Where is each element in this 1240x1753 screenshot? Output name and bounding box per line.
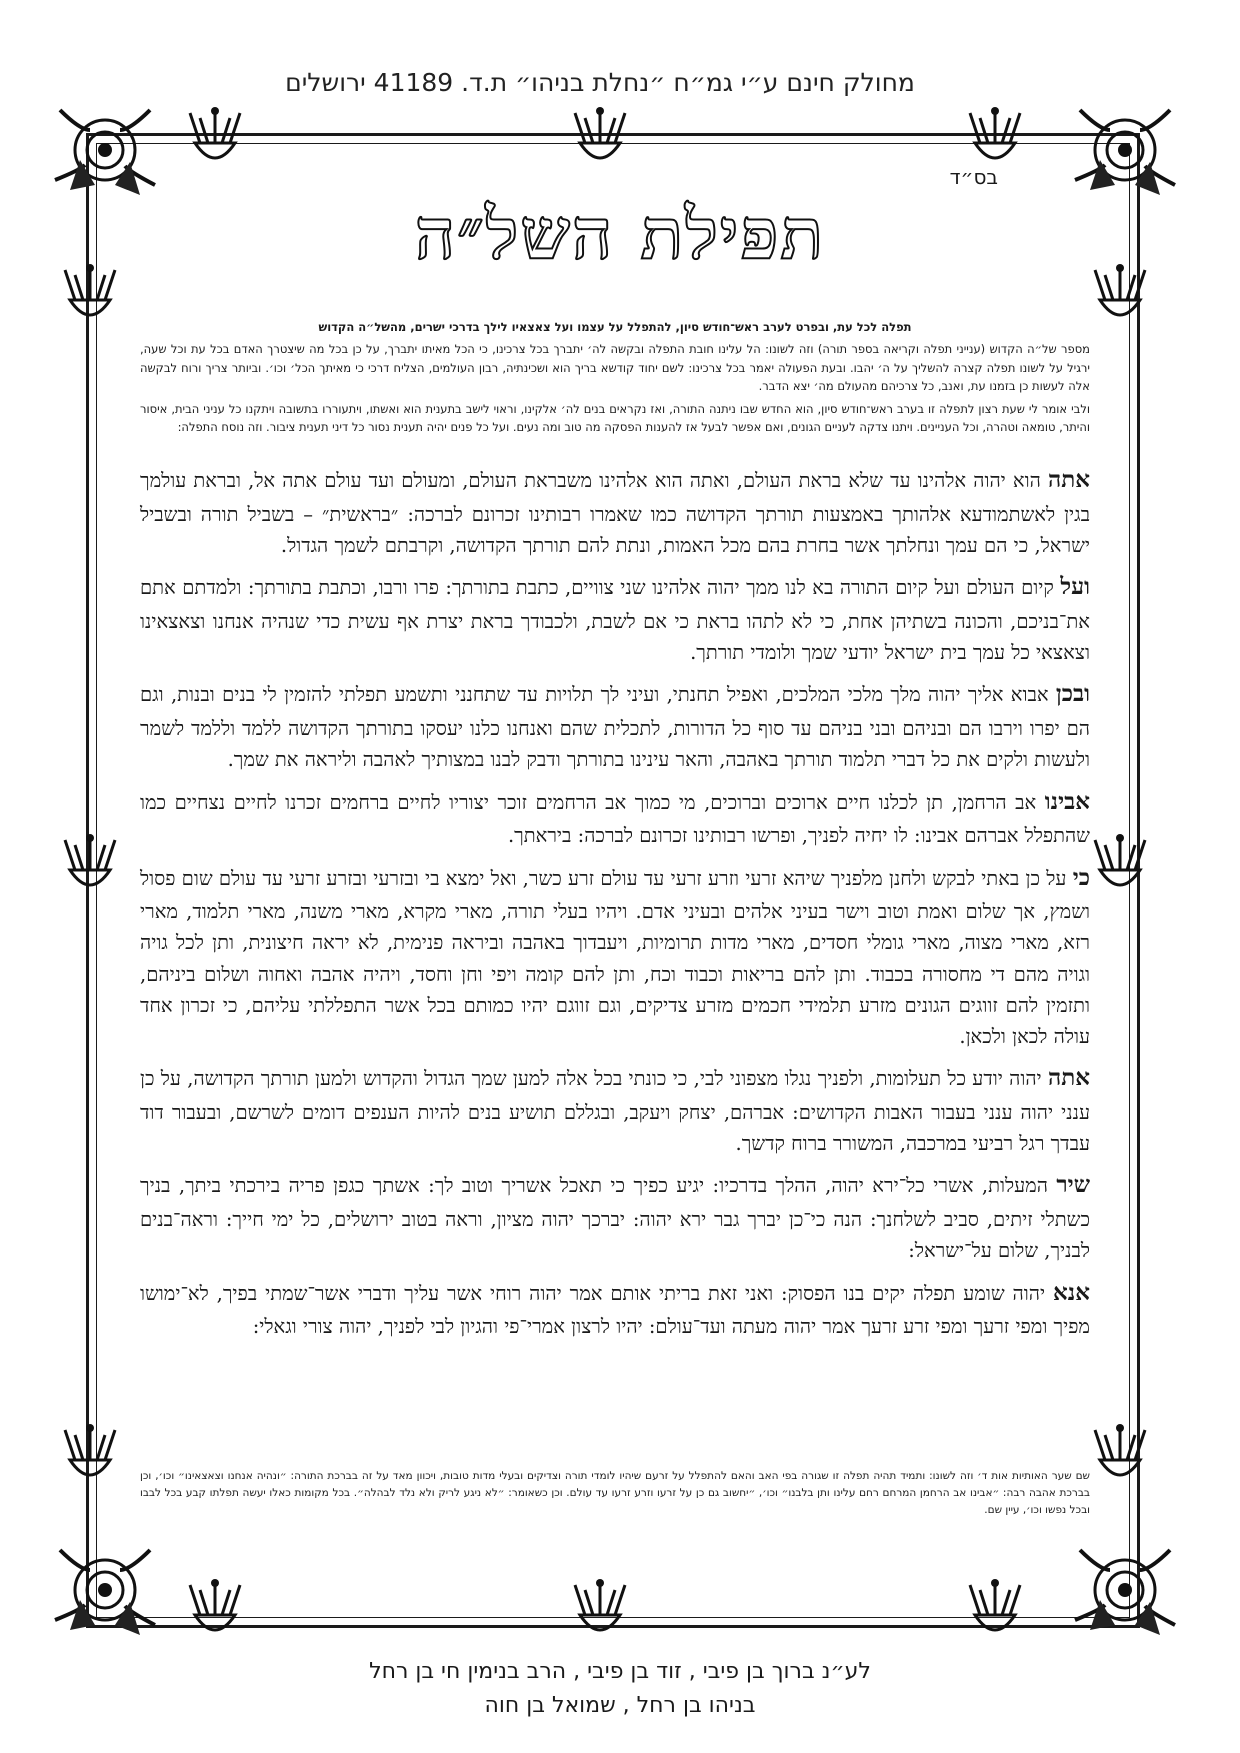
prayer-paragraph	[140, 784, 1090, 852]
flower-pot-ornament	[960, 1575, 1030, 1645]
paragraph-text: אבוא אליך יהוה מלך מלכי המלכים, ואפיל תחנתי, ועיני לך תלויות עד שתחנני ותשמע תפלתי להזמין לי בנים ובנות, וגם הם יפרו וירבו הם ובניהם ובני בניהם עד סוף כל הדורות, לתכלית שהם ואנחנו כלנו יעסקו בתורתך הקדושה ללמד וללמד לשמר ולעשות ולקים את כל דברי תלמוד תורתך באהבה, והאר עינינו בתורתך ודבק לבנו במצותיך לאהבה וליראה את שמך.	[140, 683, 1090, 772]
paragraph-lead-word: אבינו	[1044, 787, 1090, 815]
paragraph-text: יהוה שומע תפלה יקים בנו הפסוק: ואני זאת בריתי אותם אמר יהוה רוחי אשר עליך ודברי אשר־שמתי בפיך, לא־ימושו מפיך ומפי זרעך ומפי זרע זרעך אמר יהוה מעתה ועד־עולם: יהיו לרצון אמרי־פי והגיון לבי לפניך, יהוה צורי וגאלי:	[140, 1281, 1090, 1339]
prayer-paragraph	[140, 1167, 1090, 1266]
flower-pot-ornament	[1085, 830, 1155, 900]
intro-subtitle: תפלה לכל עת, ובפרט לערב ראש־חודש סיון, להתפלל על עצמו ועל צאצאיו לילך בדרכי ישרים, מהשל״ה הקדוש	[318, 320, 912, 334]
prayer-paragraph	[140, 1275, 1090, 1343]
paragraph-text: אב הרחמן, תן לכלנו חיים ארוכים וברוכים, מי כמוך אב הרחמים זוכר יצוריו לחיים ברחמים זכרנו לחיים נצחיים כמו שהתפלל אברהם אבינו: לו יחיה לפניך, ופרשו רבותינו זכרונם לברכה: ביראתך.	[140, 790, 1090, 848]
flower-pot-ornament	[180, 103, 250, 173]
besd-mark: בס״ד	[949, 165, 998, 189]
paragraph-text: המעלות, אשרי כל־ירא יהוה, ההלך בדרכיו: יגיע כפיך כי תאכל אשריך וטוב לך: אשתך כגפן פריה בירכתי ביתך, בניך כשתלי זיתים, סביב לשלחנך: הנה כי־כן יברך גבר ירא יהוה: יברכך יהוה מציון, וראה בטוב ירושלים, כל ימי חייך: וראה־בנים לבניך, שלום על־ישראל:	[140, 1174, 1090, 1263]
flower-pot-ornament	[55, 830, 125, 900]
intro-paragraph: מספר של״ה הקדוש (ענייני תפלה וקריאה בספר תורה) וזה לשונו: הל עלינו חובת התפלה ובקשה לה׳ יתברך בכל צרכינו, כי הכל מאיתו יתברך, על כן בכל מה שיצטרך האדם בכל עת וכל שעה, ירגיל על לשונו תפלה קצרה להשליך על ה׳ יהבו. ובעת הפעולה יאמר בכל צרכינו: לשם יחוד קודשא בריך הוא ושכינתיה, רבון העולמים, הצליח דרכי כי מאיתך הכל׳ וכו׳. וביותר צריך ורוח לבקשה אלה לעשות כן בזמנו עת, ואנב, כל צרכיהם מהעולם מה׳ יצא הדבר.	[140, 342, 1090, 394]
flower-pot-ornament	[565, 103, 635, 173]
paragraph-lead-word: אתה	[1047, 1064, 1090, 1092]
paragraph-lead-word: אנא	[1052, 1278, 1090, 1306]
paragraph-lead-word: ובכן	[1055, 680, 1090, 708]
footnote: שם שער האותיות אות ד׳ וזה לשונו: ותמיד תהיה תפלה זו שגורה בפי האב והאם להתפלל על זרעם שיהיו לומדי תורה וצדיקים ובעלי מדות טובות, ויכוון מאד על זה בברכת התורה: ״ונהיה אנחנו וצאצאינו״ וכו׳, וכן בברכת אהבה רבה: ״אבינו אב הרחמן המרחם רחם עלינו ותן בלבנו״ וכו׳, ״יחשוב גם כן על זרעו וזרע זרעו עד עולם. וכן כשאומר: ״לא ניגע לריק ולא נלד לבהלה״. בכל מקומות כאלו יעשה תפלתו קבע בכל לבבו ובכל נפשו וכו׳, עיין שם.	[140, 1470, 1090, 1516]
paragraph-text: על כן באתי לבקש ולחנן מלפניך שיהא זרעי וזרע זרעי עד עולם זרע כשר, ואל ימצא בי ובזרעי ובזרע זרעי עד עולם שום פסול ושמץ, אך שלום ואמת וטוב וישר בעיני אלהים ובעיני אדם. ויהיו בעלי תורה, מארי מקרא, מארי משנה, מארי תלמוד, מארי רזא, מארי מצוה, מארי גומלי חסדים, מארי מדות תרומיות, ויעבדוך באהבה וביראה פנימית, לא יראה חיצונית, ותן לכל גויה וגויה מהם די מחסורה בכבוד. ותן להם בריאות וכבוד וכח, ותן להם קומה ויפי וחן וחסד, ויהיה אהבה ואחוה ושלום ביניהם, ותזמין להם זווגים הגונים מזרע תלמידי חכמים מזרע צדיקים, וגם זווגם יהיו כמותם בכל אשר התפללתי עליהם, כי זכרון אחד עולה לכאן ולכאן.	[140, 866, 1090, 1049]
prayer-paragraph	[140, 676, 1090, 775]
paragraph-text: קיום העולם ועל קיום התורה בא לנו ממך יהוה אלהינו שני צוויים, כתבת בתורתך: פרו ורבו, וכתבת בתורתך: ולמדתם אתם את־בניכם, והכונה בשתיהן אחת, כי לא לתהו בראת כי אם לשבת, ולכבודך בראת יצרת אף עשית כדי שנהיה אנחנו וצאצאינו וצאצאי כל עמך בית ישראל יודעי שמך ולומדי תורתך.	[140, 576, 1090, 665]
flower-pot-ornament	[1085, 260, 1155, 330]
flower-pot-ornament	[180, 1575, 250, 1645]
flower-pot-ornament	[960, 103, 1030, 173]
distribution-note: מחולק חינם ע״י גמ״ח ״נחלת בניהו״ ת.ד. 41189 ירושלים	[285, 68, 915, 97]
dedication-line: לע״נ ברוך בן פיבי , זוד בן פיבי , הרב בנימין חי בן רחל	[369, 1659, 871, 1684]
intro-paragraph: ולבי אומר לי שעת רצון לתפלה זו בערב ראש־חודש סיון, הוא החדש שבו ניתנה התורה, ואז נקראים בנים לה׳ אלקינו, וראוי לישב בתענית הוא ואשתו, ויתעוררו בתשובה ויתקנו כל עניני הבית, איסור והיתר, טומאה וטהרה, וכל העניינים. ויתנו צדקה לעניים הגונים, ואם אפשר לבעל אז להענות הפסקה מה טוב ומה נעים. ועל כל פנים יהיה תענית נסור כל דיני תענית ציבור. וזה נוסח התפלה:	[140, 401, 1090, 434]
flower-pot-ornament	[55, 260, 125, 330]
corner-rose-ornament-top-right	[1060, 90, 1190, 210]
paragraph-lead-word: כי	[1072, 863, 1090, 891]
paragraph-text: יהוה יודע כל תעלומות, ולפניך נגלו מצפוני לבי, כי כונתי בכל אלה למען שמך הגדול והקדוש ולמען תורתך הקדושה, על כן ענני יהוה ענני בעבור האבות הקדושים: אברהם, יצחק ויעקב, ובגללם תושיע בנים להיות הענפים דומים לשרשם, ובעבור דוד עבדך רגל רביעי במרכבה, המשורר ברוח קדשך.	[140, 1067, 1090, 1156]
page-title: תפילת השל״ה	[414, 192, 826, 275]
dedication	[330, 1655, 910, 1723]
flower-pot-ornament	[55, 1420, 125, 1490]
corner-rose-ornament-top-left	[40, 90, 170, 210]
prayer-paragraph	[140, 860, 1090, 1053]
prayer-paragraph	[140, 569, 1090, 668]
prayer-paragraph	[140, 462, 1090, 561]
prayer-body	[140, 462, 1090, 1351]
corner-rose-ornament-bottom-left	[40, 1530, 170, 1650]
prayer-paragraph	[140, 1060, 1090, 1159]
paragraph-lead-word: שיר	[1056, 1171, 1090, 1199]
flower-pot-ornament	[1085, 1420, 1155, 1490]
paragraph-text: הוא יהוה אלהינו עד שלא בראת העולם, ואתה הוא אלהינו משבראת העולם, ומעולם ועד עולם אתה אל, ובראת עולמך בגין לאשתמודעא אלהותך באמצעות תורתך הקדושה כמו שאמרו רבותינו זכרונם לברכה: ״בראשית״ – בשביל תורה ובשביל ישראל, כי הם עמך ונחלתך אשר בחרת בהם מכל האמות, ונתת להם תורתך הקדושה, וקרבתם לשמך הגדול.	[140, 469, 1090, 557]
intro-section	[140, 318, 1090, 440]
flower-pot-ornament	[565, 1575, 635, 1645]
dedication-line: בניהו בן רחל , שמואל בן חוה	[484, 1693, 756, 1719]
corner-rose-ornament-bottom-right	[1060, 1530, 1190, 1650]
paragraph-lead-word: ועל	[1060, 573, 1090, 601]
paragraph-lead-word: אתה	[1047, 466, 1090, 493]
